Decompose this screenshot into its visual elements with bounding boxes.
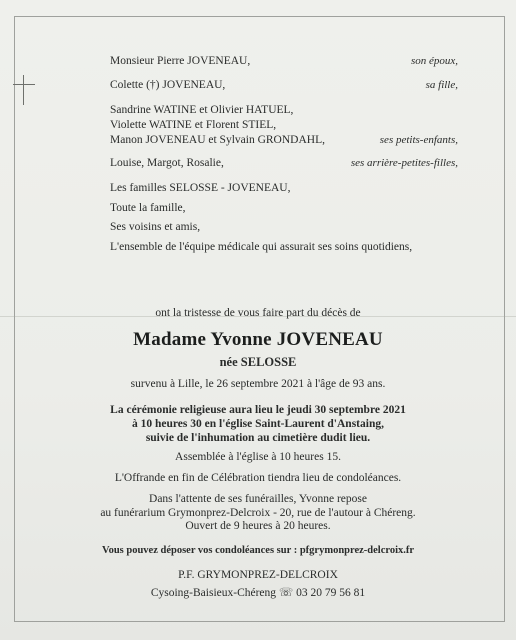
funeral-home-line: au funérarium Grymonprez-Delcroix - 20, rue de l'autour à Chéreng. xyxy=(100,507,416,519)
assembly-line: Assemblée à l'église à 10 heures 15. xyxy=(175,451,341,463)
deceased-prefix: Madame Yvonne xyxy=(133,329,272,350)
deceased-surname: JOVENEAU xyxy=(276,329,383,350)
condolences-line: Vous pouvez déposer vos condoléances sur : pfgrymonprez-delcroix.fr xyxy=(101,545,415,556)
ceremony-line: suivie de l'inhumation au cimetière dudit lieu. xyxy=(145,432,371,444)
offering-line: L'Offrande en fin de Célébration tiendra lieu de condoléances. xyxy=(114,472,402,484)
family-relation: son époux, xyxy=(410,55,458,67)
maiden-name: née SELOSSE xyxy=(219,355,297,369)
family-name: Monsieur Pierre JOVENEAU, xyxy=(110,55,251,67)
family-relation: ses arrière-petites-filles, xyxy=(350,157,458,169)
family-row xyxy=(110,134,458,150)
others-line: Ses voisins et amis, xyxy=(110,221,201,233)
family-row xyxy=(110,119,458,135)
family-name: Sandrine WATINE et Olivier HATUEL, xyxy=(110,104,294,116)
cross-icon xyxy=(13,75,35,105)
family-row xyxy=(110,79,458,95)
death-line: survenu à Lille, le 26 septembre 2021 à l'âge de 93 ans. xyxy=(130,378,386,390)
family-name: Colette (†) JOVENEAU, xyxy=(110,79,226,91)
ceremony-line: à 10 heures 30 en l'église Saint-Laurent d'Anstaing, xyxy=(132,418,384,430)
family-row xyxy=(110,55,458,71)
funeral-company: P.F. GRYMONPREZ-DELCROIX xyxy=(178,569,338,581)
others-line: Les familles SELOSSE - JOVENEAU, xyxy=(110,182,291,194)
family-name: Louise, Margot, Rosalie, xyxy=(110,157,224,169)
funeral-home-line: Ouvert de 9 heures à 20 heures. xyxy=(185,520,331,532)
others-line: L'ensemble de l'équipe médicale qui assurait ses soins quotidiens, xyxy=(110,241,413,253)
funeral-contact: Cysoing-Baisieux-Chéreng ☏ 03 20 79 56 81 xyxy=(150,587,366,599)
family-relation: ses petits-enfants, xyxy=(379,134,458,146)
deceased-name xyxy=(0,329,516,351)
family-row xyxy=(110,104,458,120)
family-name: Manon JOVENEAU et Sylvain GRONDAHL, xyxy=(110,134,325,146)
family-name: Violette WATINE et Florent STIEL, xyxy=(110,119,277,131)
funeral-home-line: Dans l'attente de ses funérailles, Yvonne repose xyxy=(149,493,367,505)
family-relation: sa fille, xyxy=(425,79,458,91)
others-line: Toute la famille, xyxy=(110,202,186,214)
intro-line: ont la tristesse de vous faire part du décès de xyxy=(155,307,361,319)
family-row xyxy=(110,157,458,173)
ceremony-line: La cérémonie religieuse aura lieu le jeudi 30 septembre 2021 xyxy=(110,404,406,416)
